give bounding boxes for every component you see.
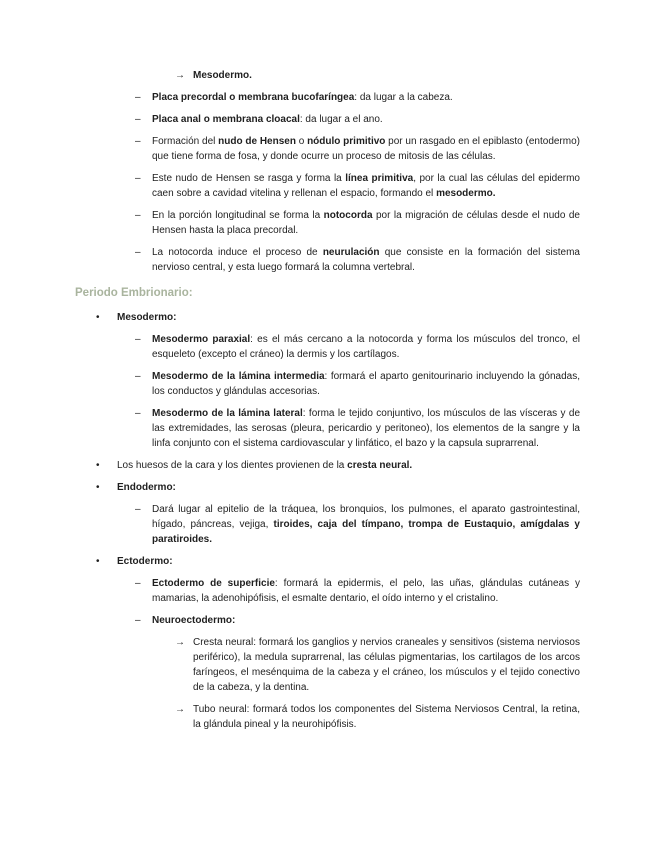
arrow-bullet-icon: → [175,70,185,81]
list-item [75,502,580,547]
list-item [75,68,580,83]
dash-bullet-icon: – [135,136,141,147]
arrow-bullet-icon: → [175,704,185,715]
list-item-text: Mesodermo. [193,70,252,81]
list-item [75,458,580,473]
dash-bullet-icon: – [135,615,141,626]
list-item-text: Mesodermo paraxial: es el más cercano a la notocorda y forma los músculos del tronco, el esqueleto (excepto el cráneo) la dermis y los cartílagos. [152,334,580,360]
list-item-text: Mesodermo de la lámina lateral: forma le tejido conjuntivo, los músculos de las vísceras y de las extremidades, las serosas (pleura, pericardio y peritoneo), los elementos de la sangre y la linfa conjunto con el sistema cardiovascular y linfático, el bazo y la capsula suprarrenal. [152,408,581,449]
arrow-bullet-icon: → [175,637,185,648]
section-heading: Periodo Embrionario: [75,287,193,299]
list-item-text: Endodermo: [117,482,176,493]
list-item-text: Ectodermo de superficie: formará la epidermis, el pelo, las uñas, glándulas cutáneas y mamarias, la adenohipófisis, el esmalte dentario, el oído interno y el cristalino. [152,578,581,604]
list-item-text: Placa anal o membrana cloacal: da lugar a el ano. [152,114,383,125]
dash-bullet-icon: – [135,334,141,345]
list-item [75,245,580,275]
bullet-dot-icon: • [96,312,100,323]
bullet-dot-icon: • [96,460,100,471]
list-item [75,576,580,606]
bullet-dot-icon: • [96,482,100,493]
list-item-text: Formación del nudo de Hensen o nódulo primitivo por un rasgado en el epiblasto (entodermo) que tiene forma de fosa, y donde ocurre un proceso de mitosis de las células. [152,136,580,162]
dash-bullet-icon: – [135,92,141,103]
list-item-text: Cresta neural: formará los ganglios y nervios craneales y sensitivos (sistema nerviosos periférico), la medula suprarrenal, las células pigmentarias, los cartilagos de los arcos faríngeos, el mesénquima de la cabeza y el cráneo, los músculos y el tejido conectivo de la cabeza, y la dentina. [193,637,580,693]
list-item [75,480,580,495]
list-item-text: Ectodermo: [117,556,173,567]
list-item [75,90,580,105]
list-item [75,702,580,732]
dash-bullet-icon: – [135,114,141,125]
document-body [75,68,580,732]
list-item-text: Neuroectodermo: [152,615,236,626]
list-item-text: Mesodermo de la lámina intermedia: formará el aparto genitourinario incluyendo la gónadas, los conductos y glándulas accesorias. [152,371,580,397]
list-item [75,112,580,127]
list-item [75,406,580,451]
list-item-text: La notocorda induce el proceso de neurulación que consiste en la formación del sistema nervioso central, y esta luego formará la columna vertebral. [152,247,580,273]
list-item [75,208,580,238]
list-item [75,171,580,201]
dash-bullet-icon: – [135,173,141,184]
list-item [75,369,580,399]
dash-bullet-icon: – [135,210,141,221]
dash-bullet-icon: – [135,247,141,258]
dash-bullet-icon: – [135,504,141,515]
list-item-text: Este nudo de Hensen se rasga y forma la línea primitiva, por la cual las células del epidermo caen sobre a cavidad vitelina y rellenan el espacio, formando el mesodermo. [152,173,580,199]
dash-bullet-icon: – [135,408,141,419]
list-item [75,134,580,164]
list-item-text: Placa precordal o membrana bucofaríngea: da lugar a la cabeza. [152,92,453,103]
list-item-text: Mesodermo: [117,312,177,323]
list-item [75,635,580,695]
list-item-text: Dará lugar al epitelio de la tráquea, los bronquios, los pulmones, el aparato gastrointestinal, hígado, páncreas, vejiga, tiroides, caja del tímpano, trompa de Eustaquio, amígdalas y paratiroides. [152,504,580,545]
list-item-text: Tubo neural: formará todos los componentes del Sistema Nerviosos Central, la retina, la glándula pineal y la neurohipófisis. [193,704,580,730]
list-item [75,613,580,628]
dash-bullet-icon: – [135,371,141,382]
list-item-text: En la porción longitudinal se forma la notocorda por la migración de células desde el nudo de Hensen hasta la placa precordal. [152,210,580,236]
list-item [75,310,580,325]
list-item [75,332,580,362]
list-item-text: Los huesos de la cara y los dientes provienen de la cresta neural. [117,460,413,471]
bullet-dot-icon: • [96,556,100,567]
list-item [75,554,580,569]
dash-bullet-icon: – [135,578,141,589]
